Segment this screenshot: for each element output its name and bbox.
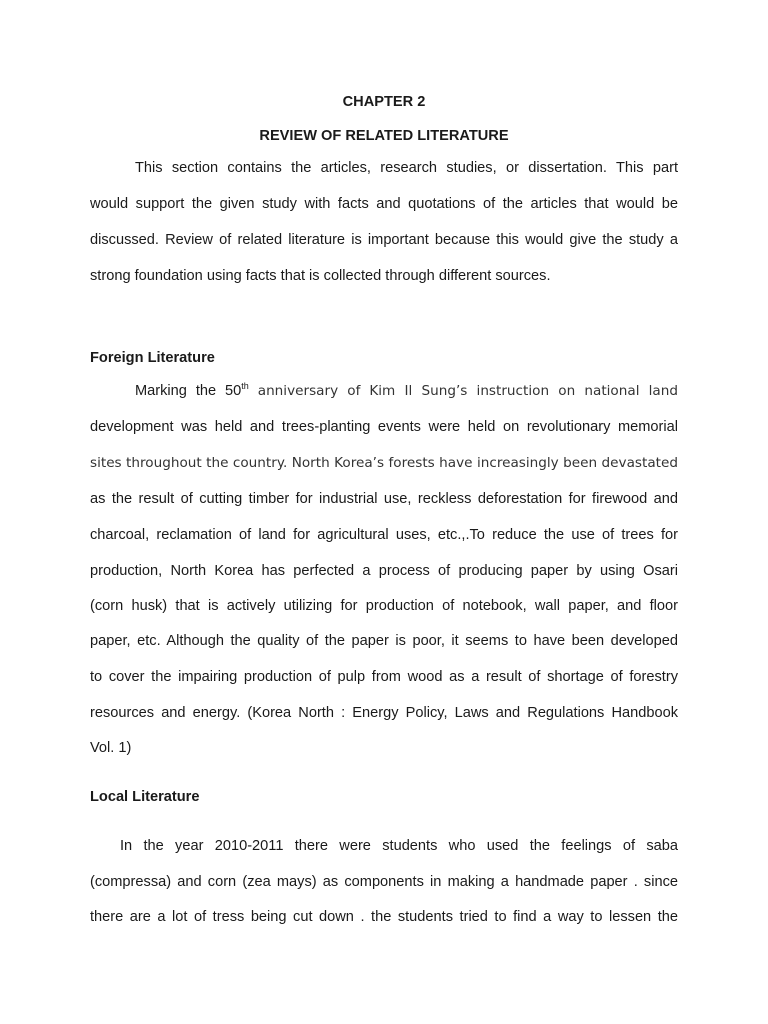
chapter-label: CHAPTER 2 xyxy=(342,94,426,110)
foreign-literature-heading: Foreign Literature xyxy=(90,350,215,366)
foreign-first-line-end: Kim Il Sung’s instruction on national land xyxy=(369,383,679,399)
chapter-title: REVIEW OF RELATED LITERATURE xyxy=(259,128,509,144)
foreign-line: production, North Korea has perfected a process of producing paper by using Osari xyxy=(90,563,678,579)
intro-line: strong foundation using facts that is collected through different sources. xyxy=(90,268,551,284)
foreign-line: Vol. 1) xyxy=(90,740,132,756)
intro-line: discussed. Review of related literature is important because this would give the study a xyxy=(90,232,678,248)
foreign-line: resources and energy. (Korea North : Energy Policy, Laws and Regulations Handbook xyxy=(90,705,678,721)
foreign-line: development was held and trees-planting events were held on revolutionary memorial xyxy=(90,419,678,435)
local-literature-heading: Local Literature xyxy=(90,789,200,805)
foreign-line: paper, etc. Although the quality of the paper is poor, it seems to have been developed xyxy=(90,633,678,649)
foreign-line: sites throughout the country. North Korea’s forests have increasingly been devastated xyxy=(90,455,678,471)
intro-line: would support the given study with facts and quotations of the articles that would be xyxy=(90,196,678,212)
foreign-line: as the result of cutting timber for industrial use, reckless deforestation for firewood and xyxy=(90,491,678,507)
foreign-line: to cover the impairing production of pulp from wood as a result of shortage of forestry xyxy=(90,669,678,685)
foreign-first-line xyxy=(135,381,678,401)
foreign-first-line-start: Marking the 50 xyxy=(135,383,242,399)
local-line: (compressa) and corn (zea mays) as components in making a handmade paper . since xyxy=(90,874,678,890)
ordinal-suffix: th xyxy=(241,381,249,391)
foreign-first-line-mid: anniversary of xyxy=(257,383,361,399)
intro-line: This section contains the articles, research studies, or dissertation. This part xyxy=(135,160,678,176)
local-line: In the year 2010-2011 there were students who used the feelings of saba xyxy=(120,838,678,854)
foreign-line: charcoal, reclamation of land for agricultural uses, etc.,.To reduce the use of trees for xyxy=(90,527,678,543)
local-line: there are a lot of tress being cut down . the students tried to find a way to lessen the xyxy=(90,909,678,925)
foreign-line: (corn husk) that is actively utilizing for production of notebook, wall paper, and floor xyxy=(90,598,678,614)
